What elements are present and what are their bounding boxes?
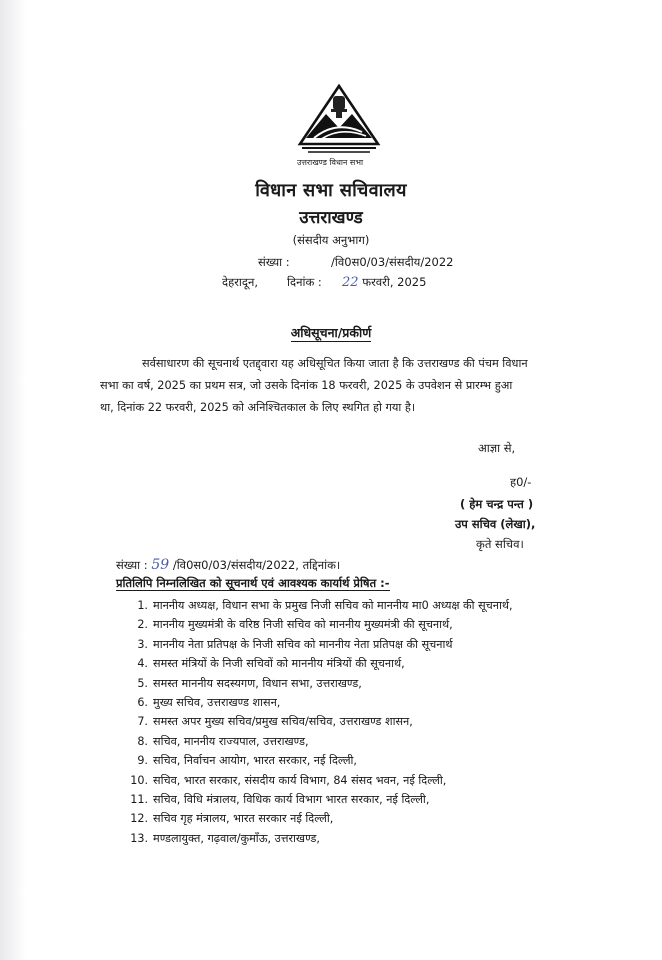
signatory-designation: उप सचिव (लेखा), xyxy=(455,517,536,531)
signed-mark: ह0/- xyxy=(510,475,532,489)
order-line: आज्ञा से, xyxy=(478,441,516,455)
recipient-text: सचिव, माननीय राज्यपाल, उत्तराखण्ड, xyxy=(153,734,309,748)
reference-number-label: संख्या : xyxy=(258,255,290,269)
recipient-list xyxy=(130,596,513,848)
page-edge-shadow xyxy=(0,0,26,960)
copy-reference xyxy=(116,557,340,573)
recipient-number: 11. xyxy=(130,792,148,806)
recipient-text: समस्त माननीय सदस्यगण, विधान सभा, उत्तराखण्ड, xyxy=(153,676,362,690)
handwritten-number: 59 xyxy=(151,557,170,573)
date-month-year: फरवरी, 2025 xyxy=(358,275,427,289)
recipient-text: समस्त मंत्रियों के निजी सचिवों को माननीय मंत्रियों की सूचनार्थ, xyxy=(153,657,405,671)
notification-body xyxy=(100,353,578,419)
assembly-emblem-logo xyxy=(296,82,382,154)
recipient-text: माननीय अध्यक्ष, विधान सभा के प्रमुख निजी सचिव को माननीय मा0 अध्यक्ष की सूचनार्थ, xyxy=(153,599,513,612)
recipient-item xyxy=(130,712,513,731)
recipient-item xyxy=(130,635,513,654)
copy-heading-text: प्रतिलिपि निम्नलिखित को सूचनार्थ एवं आवश्यक कार्यार्थ प्रेषित :- xyxy=(116,576,390,590)
recipient-text: मुख्य सचिव, उत्तराखण्ड शासन, xyxy=(153,695,281,709)
recipient-number: 8. xyxy=(137,734,148,748)
copy-ref-rest: /वि0स0/03/संसदीय/2022, तद्दिनांक। xyxy=(169,558,341,572)
recipient-number: 10. xyxy=(130,773,148,787)
signatory-name: ( हेम चन्द्र पन्त ) xyxy=(460,497,534,511)
recipient-number: 3. xyxy=(137,637,148,651)
state-title: उत्तराखण्ड xyxy=(299,208,363,228)
recipient-item xyxy=(130,615,513,634)
place: देहरादून, xyxy=(222,275,259,289)
recipient-number: 9. xyxy=(137,754,148,768)
date-label: दिनांक : xyxy=(287,275,322,289)
recipient-text: समस्त अपर मुख्य सचिव/प्रमुख सचिव/सचिव, उत्तराखण्ड शासन, xyxy=(153,715,413,729)
recipient-item xyxy=(130,829,513,848)
recipient-item xyxy=(130,790,513,809)
recipient-number: 5. xyxy=(137,676,148,690)
recipient-text: सचिव, निर्वाचन आयोग, भारत सरकार, नई दिल्ली, xyxy=(153,754,357,768)
subject-text: अधिसूचना/प्रकीर्ण xyxy=(290,325,372,340)
reference-number: /वि0स0/03/संसदीय/2022 xyxy=(331,255,454,269)
recipient-number: 1. xyxy=(137,599,148,612)
recipient-item xyxy=(130,732,513,751)
recipient-number: 13. xyxy=(130,831,148,845)
recipient-item xyxy=(130,771,513,790)
on-behalf-of: कृते सचिव। xyxy=(476,537,524,551)
copy-heading xyxy=(116,576,390,591)
recipient-number: 7. xyxy=(137,715,148,729)
recipient-item xyxy=(130,809,513,828)
org-title: विधान सभा सचिवालय xyxy=(255,180,407,201)
recipient-item xyxy=(130,674,513,693)
recipient-item xyxy=(130,751,513,770)
subject-heading xyxy=(0,324,662,341)
date-value xyxy=(342,275,426,290)
recipient-text: सचिव, भारत सरकार, संसदीय कार्य विभाग, 84 संसद भवन, नई दिल्ली, xyxy=(153,773,447,787)
body-line-3: था, दिनांक 22 फरवरी, 2025 को अनिश्चितकाल के लिए स्थगित हो गया है। xyxy=(100,401,416,414)
body-line-2: सभा का वर्ष, 2025 का प्रथम सत्र, जो उसके दिनांक 18 फरवरी, 2025 के उपवेशन से प्रारम्भ हुआ xyxy=(100,379,513,392)
handwritten-day: 22 xyxy=(342,275,359,290)
recipient-text: सचिव गृह मंत्रालय, भारत सरकार नई दिल्ली, xyxy=(153,812,334,826)
recipient-text: मण्डलायुक्त, गढ़वाल/कुमाँऊ, उत्तराखण्ड, xyxy=(153,831,320,845)
recipient-text: सचिव, विधि मंत्रालय, विधिक कार्य विभाग भारत सरकार, नई दिल्ली, xyxy=(153,792,430,806)
recipient-text: माननीय नेता प्रतिपक्ष के निजी सचिव को माननीय नेता प्रतिपक्ष की सूचनार्थ xyxy=(153,637,453,651)
recipient-text: माननीय मुख्यमंत्री के वरिष्ठ निजी सचिव को माननीय मुख्यमंत्री की सूचनार्थ, xyxy=(153,618,453,632)
body-line-1: सर्वसाधारण की सूचनार्थ एतद्द्वारा यह अधिसूचित किया जाता है कि उत्तराखण्ड की पंचम विधान xyxy=(142,357,528,370)
recipient-number: 2. xyxy=(137,618,148,632)
recipient-item xyxy=(130,693,513,712)
recipient-number: 6. xyxy=(137,695,148,709)
copy-ref-label: संख्या : xyxy=(116,558,148,572)
logo-caption: उत्तराखण्ड विधान सभा xyxy=(297,158,364,167)
recipient-number: 12. xyxy=(130,812,148,826)
recipient-number: 4. xyxy=(137,657,148,671)
recipient-item xyxy=(130,596,513,615)
recipient-item xyxy=(130,654,513,673)
division-name: (संसदीय अनुभाग) xyxy=(292,233,370,247)
